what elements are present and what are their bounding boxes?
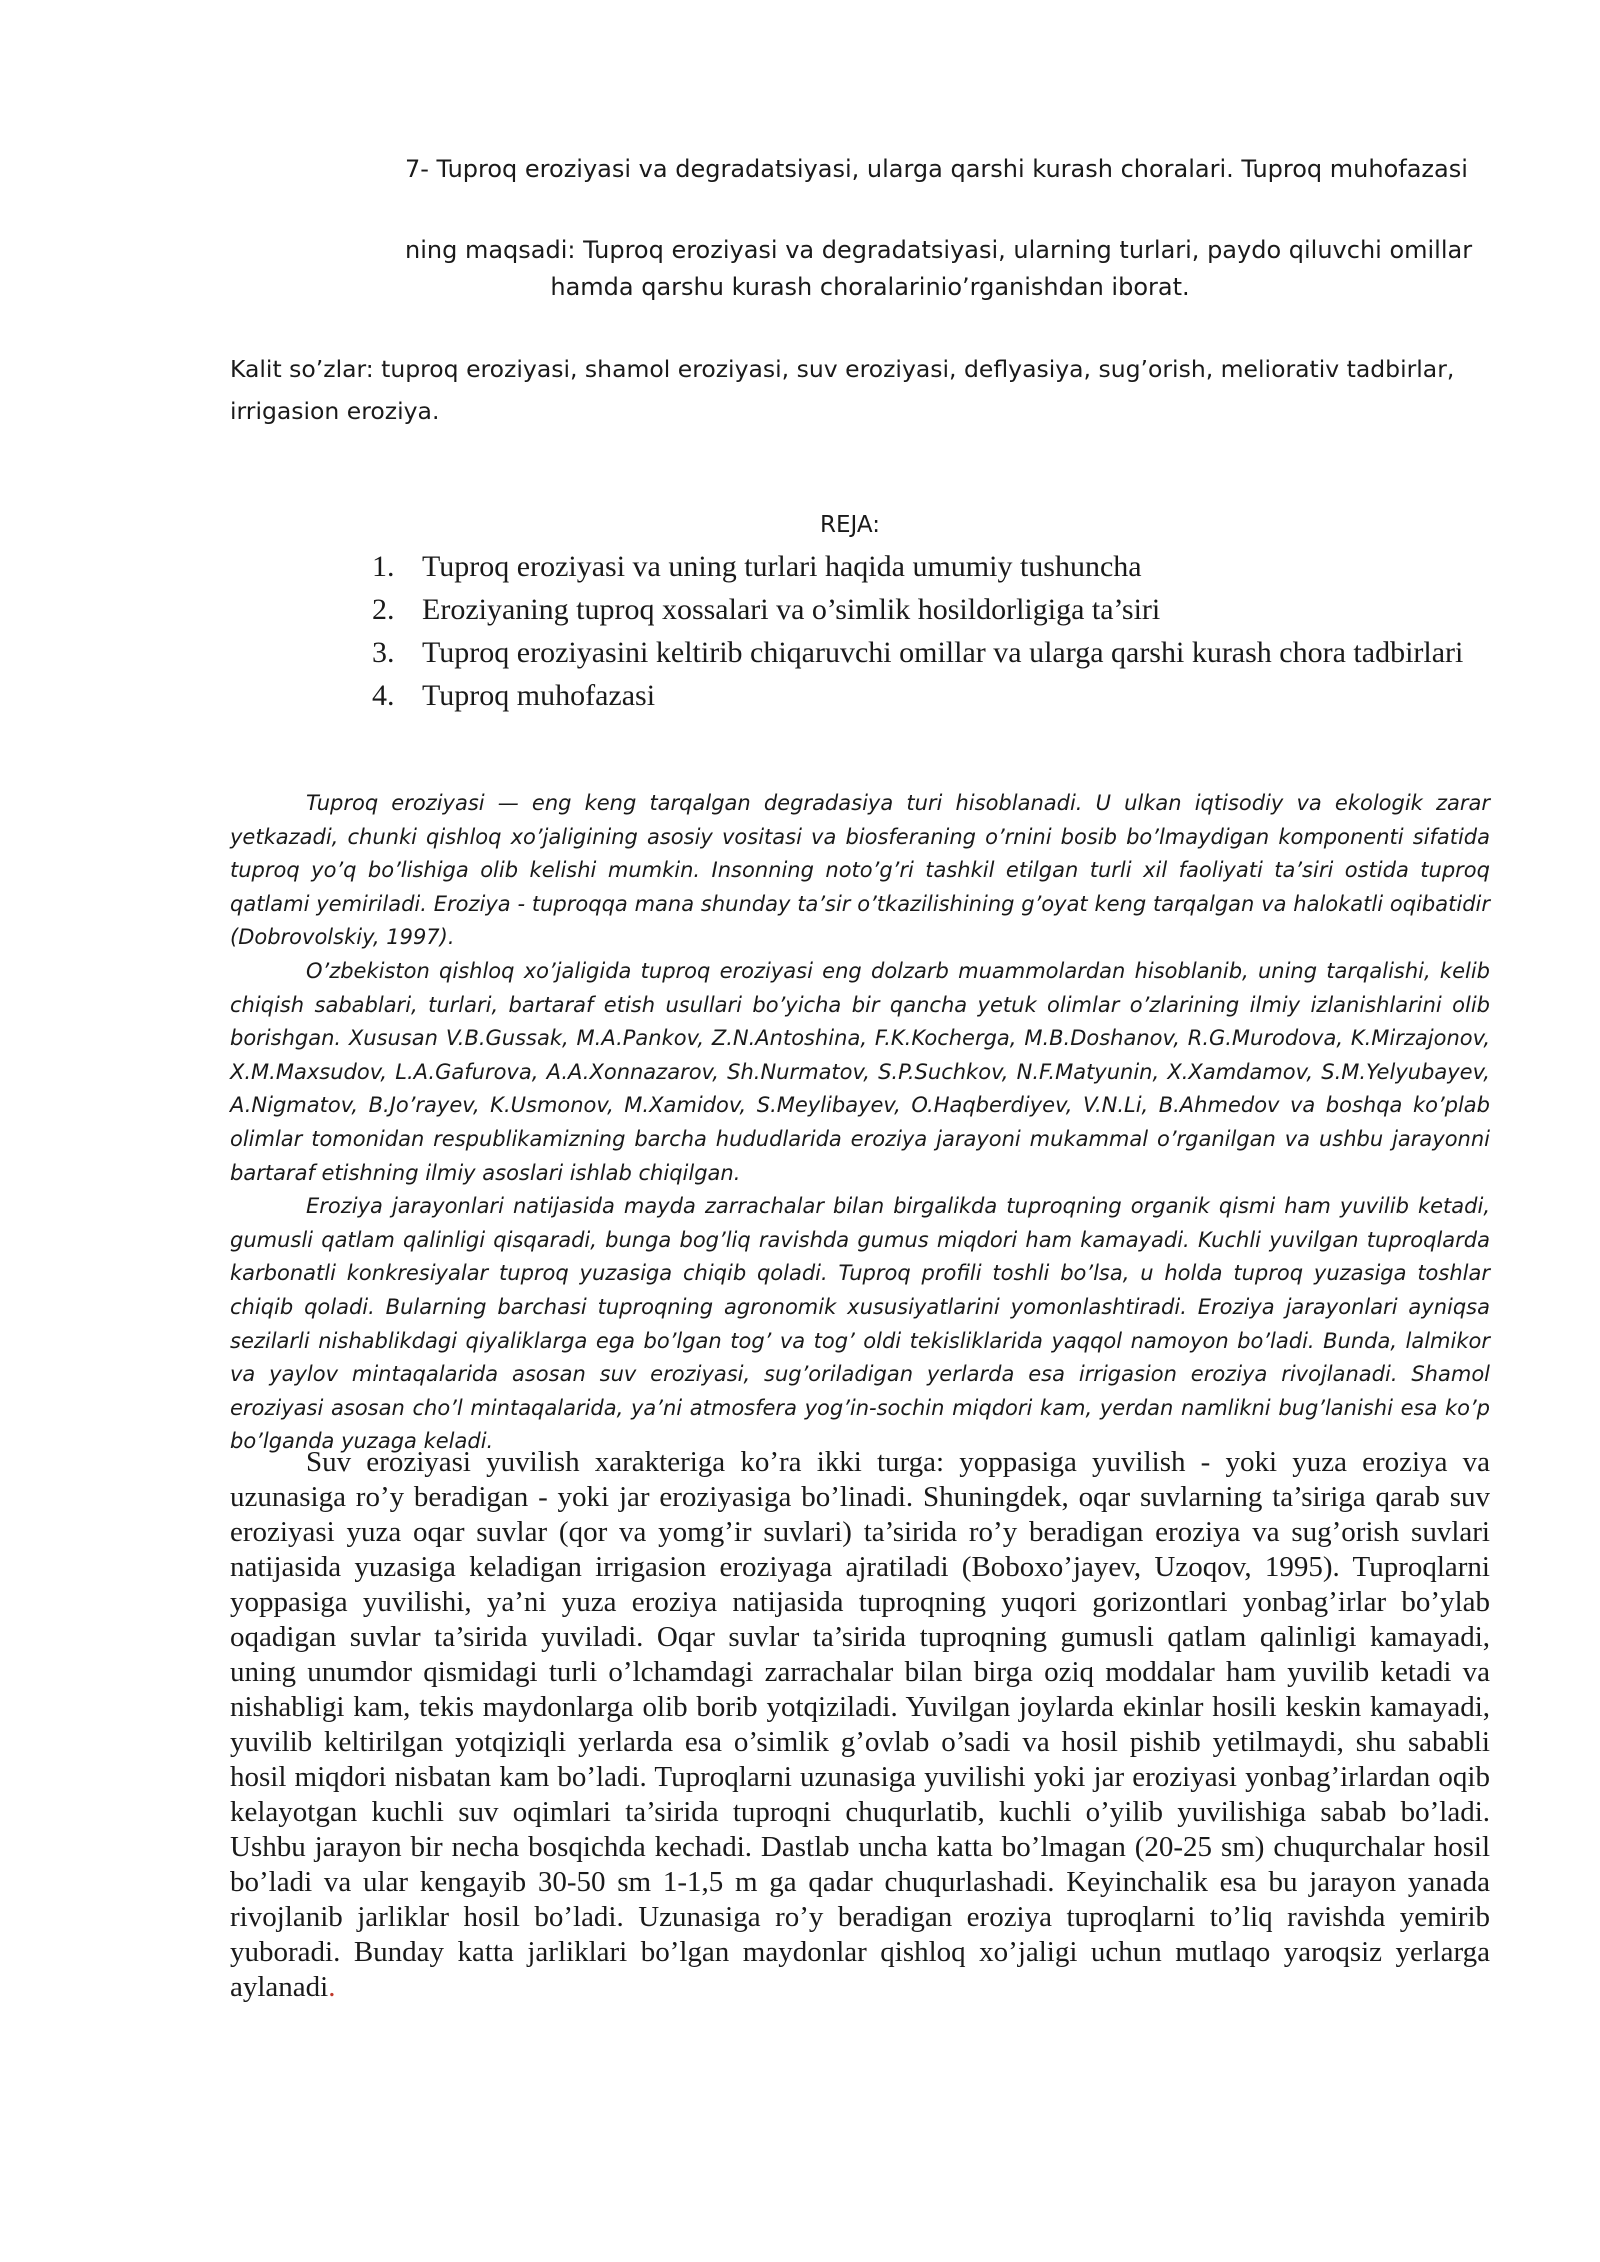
plan-item [370,634,1495,671]
plan-item [370,677,1495,714]
plan-item-text: Eroziyaning tuproq xossalari va o’simlik hosildorligiga ta’siri [422,593,1161,626]
plan-item-number: 3. [372,636,395,669]
italic-paragraph-3: Eroziya jarayonlari natijasida mayda zarrachalar bilan birgalikda tuproqning organik qismi ham yuvilib ketadi, gumusli qatlam qalinligi qisqaradi, bunga bog’liq ravishda gumus miqdori ham kamayadi. Kuchli yuvilgan tuproqlarda karbonatli konkresiyalar tuproq yuzasiga chiqib qoladi. Tuproq profili toshli bo’lsa, u holda tuproq yuzasiga toshlar chiqib qoladi. Bularning barchasi tuproqning agronomik xususiyatlarini yomonlashtiradi. Eroziya jarayonlari ayniqsa sezilarli nishablikdagi qiyaliklarga ega bo’lgan tog’ va tog’ oldi tekisliklarida yaqqol namoyon bo’ladi. Bunda, lalmikor va yaylov mintaqalarida asosan suv eroziyasi, sug’oriladigan yerlarda esa irrigasion eroziya rivojlanadi. Shamol eroziyasi asosan cho’l mintaqalarida, ya’ni atmosfera yog’in-sochin miqdori kam, yerdan namlikni bug’lanishi esa ko’p bo’lganda yuzaga keladi. [230,1194,1490,1454]
plan-list [370,548,1495,720]
main-paragraph-text: Suv eroziyasi yuvilish xarakteriga ko’ra ikki turga: yoppasiga yuvilish - yoki yuza eroziya va uzunasiga ro’y beradigan - yoki jar eroziyasiga bo’linadi. Shuningdek, oqar suvlarning ta’siriga qarab suv eroziyasi yuza oqar suvlar (qor va yomg’ir suvlari) ta’sirida ro’y beradigan eroziya va sug’orish suvlari natijasida yuzasiga keladigan irrigasion eroziyaga ajratiladi (Boboxo’jayev, Uzoqov, 1995). Tuproqlarni yoppasiga yuvilishi, ya’ni yuza eroziya natijasida tuproqning yuqori gorizontlari yonbag’irlar bo’ylab oqadigan suvlar ta’sirida yuviladi. Oqar suvlar ta’sirida tuproqning gumusli qatlam qalinligi kamayadi, uning unumdor qismidagi turli o’lchamdagi zarrachalar bilan birga oziq moddalar ham yuvilib ketadi va nishabligi kam, tekis maydonlarga olib borib yotqiziladi. Yuvilgan joylarda ekinlar hosili keskin kamayadi, yuvilib keltirilgan yotqiziqli yerlarda esa o’simlik g’ovlab o’sadi va hosil pishib yetilmaydi, shu sababli hosil miqdori nisbatan kam bo’ladi. Tuproqlarni uzunasiga yuvilishi yoki jar eroziyasi yonbag’irlardan oqib kelayotgan kuchli suv oqimlari ta’sirida tuproqni chuqurlatib, kuchli o’yilib yuvilishiga sabab bo’ladi. Ushbu jarayon bir necha bosqichda kechadi. Dastlab uncha katta bo’lmagan (20-25 sm) chuqurchalar hosil bo’ladi va ular kengayib 30-50 sm 1-1,5 m ga qadar chuqurlashadi. Keyinchalik esa bu jarayon yanada rivojlanib jarliklar hosil bo’ladi. Uzunasiga ro’y beradigan eroziya tuproqlarni to’liq ravishda yemirib yuboradi. Bunday katta jarliklari bo’lgan maydonlar qishloq xo’jaligi uchun mutlaqo yaroqsiz yerlarga aylanadi [230,1446,1490,2003]
header-line-2: ning maqsadi: Tuproq eroziyasi va degradatsiyasi, ularning turlari, paydo qiluvchi omillar [405,236,1473,264]
plan-item-number: 1. [372,550,395,583]
main-paragraph [230,1445,1490,2005]
plan-title: REJA: [820,512,880,538]
plan-item-text: Tuproq eroziyasi va uning turlari haqida umumiy tushuncha [422,550,1142,583]
italic-paragraph-1: Tuproq eroziyasi — eng keng tarqalgan degradasiya turi hisoblanadi. U ulkan iqtisodiy va ekologik zarar yetkazadi, chunki qishloq xo’jaligining asosiy vositasi va biosferaning o’rnini bosib bo’lmaydigan komponenti sifatida tuproq yo’q bo’lishiga olib kelishi mumkin. Insonning noto’g’ri tashkil etilgan turli xil faoliyati ta’siri ostida tuproq qatlami yemiriladi. Eroziya - tuproqqa mana shunday ta’sir o’tkazilishining g’oyat keng tarqalgan va halokatli oqibatidir (Dobrovolskiy, 1997). [230,791,1490,950]
main-paragraph-end: . [328,1971,336,2003]
main-section [230,1445,1490,2005]
plan-item-number: 4. [372,679,395,712]
plan-item [370,548,1495,585]
plan-item-text: Tuproq muhofazasi [422,679,656,712]
italic-paragraph-2: O’zbekiston qishloq xo’jaligida tuproq eroziyasi eng dolzarb muammolardan hisoblanib, uning tarqalishi, kelib chiqish sabablari, turlari, bartaraf etish usullari bo’yicha bir qancha yetuk olimlar o’zlarining ilmiy izlanishlarini olib borishgan. Xususan V.B.Gussak, M.A.Pankov, Z.N.Antoshina, F.K.Kocherga, M.B.Doshanov, R.G.Murodova, K.Mirzajonov, X.M.Maxsudov, L.A.Gafurova, A.A.Xonnazarov, Sh.Nurmatov, S.P.Suchkov, N.F.Matyunin, X.Xamdamov, S.M.Yelyubayev, A.Nigmatov, B.Jo’rayev, K.Usmonov, M.Xamidov, S.Meylibayev, O.Haqberdiyev, V.N.Li, B.Ahmedov va boshqa ko’plab olimlar tomonidan respublikamizning barcha hududlarida eroziya jarayoni mukammal o’rganilgan va ushbu jarayonni bartaraf etishning ilmiy asoslari ishlab chiqilgan. [230,958,1490,1185]
header-line-1: 7- Tuproq eroziyasi va degradatsiyasi, ularga qarshi kurash choralari. Tuproq muhofazasi [405,155,1468,183]
header-line-3: hamda qarshu kurash choralarinio’rganishdan iborat. [550,273,1190,301]
plan-item [370,591,1495,628]
plan-item-number: 2. [372,593,395,626]
italic-section [230,787,1490,1459]
plan-item-text: Tuproq eroziyasini keltirib chiqaruvchi omillar va ularga qarshi kurash chora tadbirlari [422,636,1464,669]
keywords-paragraph: Kalit so’zlar: tuproq eroziyasi, shamol eroziyasi, suv eroziyasi, deflyasiya, sug’orish, meliorativ tadbirlar, irrigasion eroziya. [230,355,1455,425]
